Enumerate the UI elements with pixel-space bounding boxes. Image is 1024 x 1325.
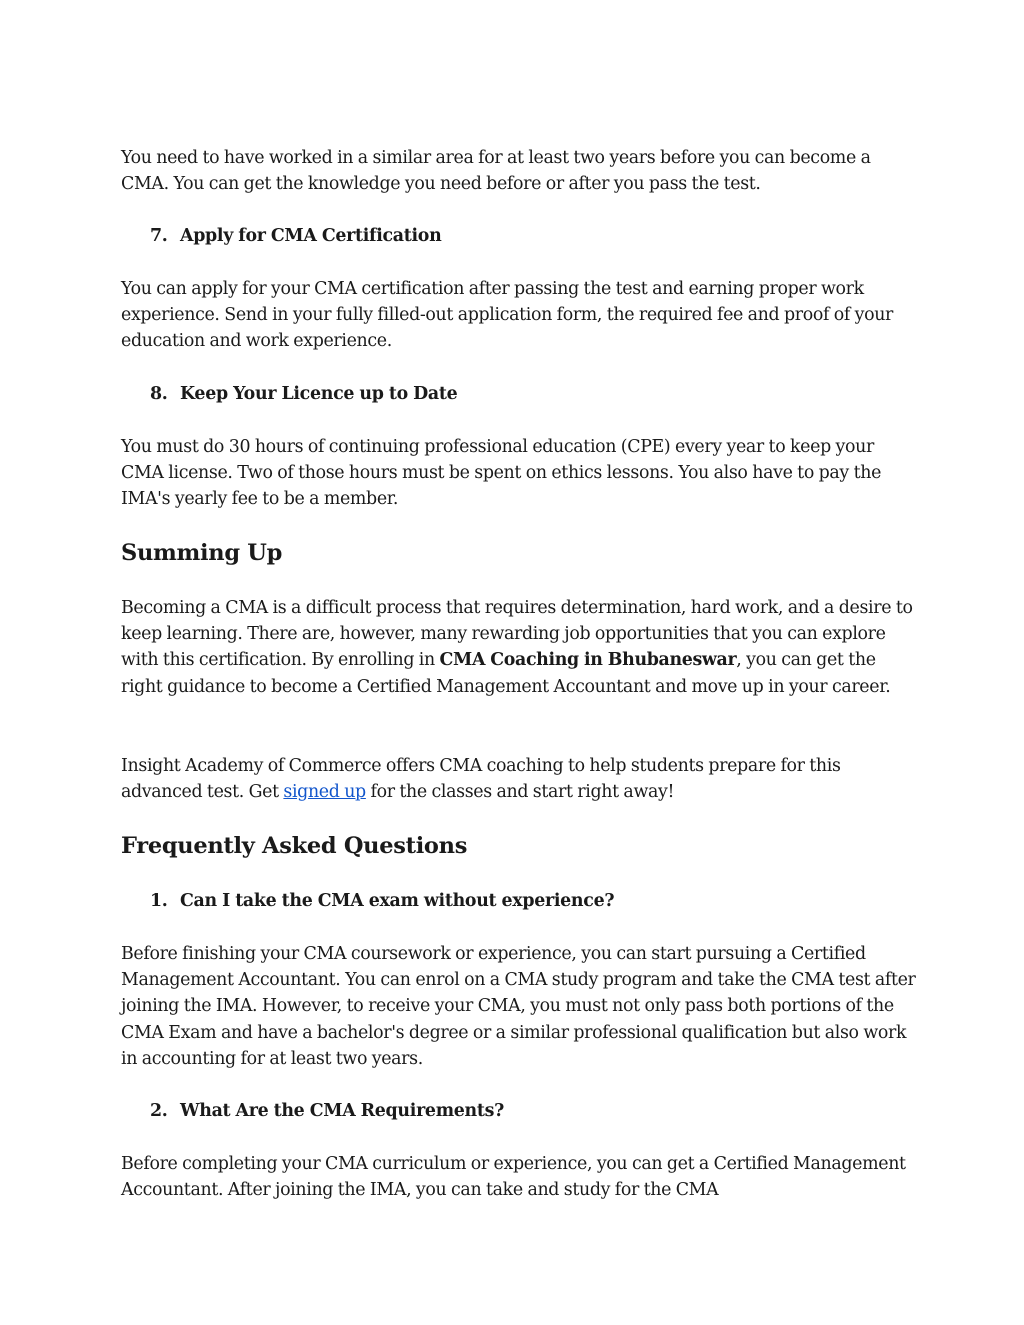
insight-text-end: for the classes and start right away! xyxy=(365,782,675,803)
insight-text-start: Insight Academy of Commerce offers CMA coaching to help students prepare for this advanced test. Get xyxy=(121,756,841,803)
question-number: 2. xyxy=(150,1101,168,1121)
summing-up-text-end: , you can get the right guidance to become a Certified Management Accountant and move up in your career. xyxy=(121,650,891,697)
step-8-heading xyxy=(150,381,910,407)
step-title: Apply for CMA Certification xyxy=(180,226,442,246)
faq-question-1 xyxy=(150,888,910,914)
paragraph-summing-up xyxy=(121,595,921,700)
cma-coaching-bold: CMA Coaching in Bhubaneswar xyxy=(439,650,737,671)
step-number: 7. xyxy=(150,226,168,246)
faq-heading: Frequently Asked Questions xyxy=(121,833,468,859)
faq-answer-2: Before completing your CMA curriculum or experience, you can get a Certified Management Accountant. After joining the IMA, you can take and study for the CMA xyxy=(121,1154,906,1201)
paragraph-apply-certification: You can apply for your CMA certification after passing the test and earning proper work experience. Send in your fully filled-out application form, the required fee and proof of your education and work experience. xyxy=(121,279,894,352)
step-number: 8. xyxy=(150,384,168,404)
question-number: 1. xyxy=(150,891,168,911)
question-title: Can I take the CMA exam without experience? xyxy=(180,891,615,911)
step-7-heading xyxy=(150,223,910,249)
summing-up-heading: Summing Up xyxy=(121,540,283,566)
paragraph-insight-academy xyxy=(121,753,921,805)
paragraph-keep-licence: You must do 30 hours of continuing professional education (CPE) every year to keep your CMA license. Two of those hours must be spent on ethics lessons. You also have to pay the IMA's yearly fee to be a member. xyxy=(121,437,882,510)
step-title: Keep Your Licence up to Date xyxy=(180,384,458,404)
faq-answer-1: Before finishing your CMA coursework or experience, you can start pursuing a Certified Management Accountant. You can enrol on a CMA study program and take the CMA test after joining the IMA. However, to receive your CMA, you must not only pass both portions of the CMA Exam and have a bachelor's degree or a similar professional qualification but also work in accounting for at least two years. xyxy=(121,944,916,1069)
signed-up-link[interactable]: signed up xyxy=(283,782,366,803)
summing-up-text-start: Becoming a CMA is a difficult process that requires determination, hard work, and a desire to keep learning. There are, however, many rewarding job opportunities that you can explore with this certification. By enrolling in xyxy=(121,598,913,671)
paragraph-work-experience: You need to have worked in a similar area for at least two years before you can become a CMA. You can get the knowledge you need before or after you pass the test. xyxy=(121,148,871,195)
faq-question-2 xyxy=(150,1098,910,1124)
question-title: What Are the CMA Requirements? xyxy=(180,1101,505,1121)
